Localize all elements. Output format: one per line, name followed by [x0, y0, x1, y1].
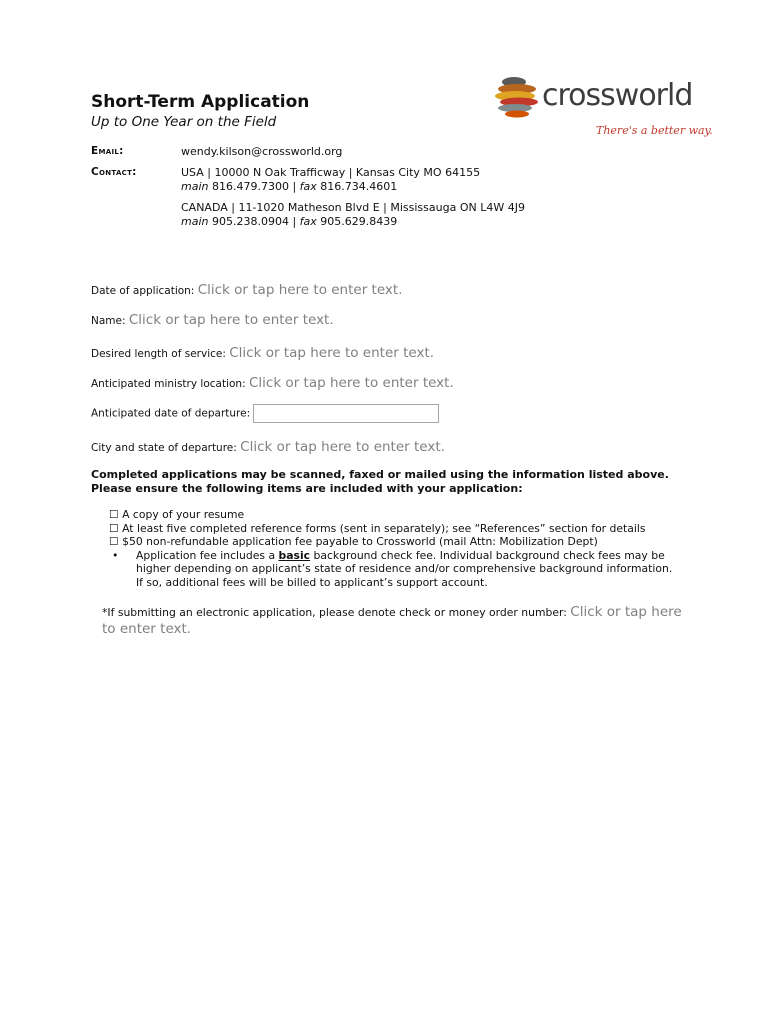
usa-address: USA | 10000 N Oak Trafficway | Kansas City MO 64155	[181, 166, 481, 179]
electronic-payment-note	[102, 604, 692, 638]
crossworld-logo	[492, 70, 713, 144]
date-of-application-label: Date of application:	[91, 285, 195, 297]
page-title: Short-Term Application	[91, 92, 310, 112]
field-length-of-service	[91, 345, 434, 361]
field-city-state	[91, 439, 445, 455]
ministry-location-label: Anticipated ministry location:	[91, 378, 246, 390]
canada-main-phone: 905.238.0904	[211, 215, 289, 228]
usa-phone-line: main 816.479.7300 | fax 816.734.4601	[181, 180, 398, 193]
page-subtitle: Up to One Year on the Field	[91, 114, 277, 130]
checklist-item-references[interactable]: ☐ At least five completed reference forms (sent in separately); see “References” section for details	[109, 521, 646, 535]
logo-wordmark: crossworld	[542, 78, 693, 113]
usa-fax: 816.734.4601	[320, 180, 398, 193]
name-label: Name:	[91, 315, 126, 327]
usa-fax-label: fax	[299, 180, 317, 193]
bullet-icon: •	[112, 548, 119, 562]
ministry-location-input[interactable]: Click or tap here to enter text.	[248, 375, 454, 391]
fee-bullet-post: background check fee. Individual background check fees may be higher depending on applicant’s state of residence and/or comprehensive background information. If so, additional fees will be billed to applicant’s support account.	[136, 548, 673, 589]
departure-date-input[interactable]	[253, 404, 439, 423]
departure-date-label: Anticipated date of departure:	[91, 407, 251, 420]
canada-fax: 905.629.8439	[320, 215, 398, 228]
length-of-service-input[interactable]: Click or tap here to enter text.	[229, 345, 435, 361]
usa-main-phone: 816.479.7300	[211, 180, 289, 193]
checklist-item-fee[interactable]: ☐ $50 non-refundable application fee payable to Crossworld (mail Attn: Mobilization Dept)	[109, 535, 598, 548]
city-state-label: City and state of departure:	[91, 442, 237, 454]
canada-phone-line: main 905.238.0904 | fax 905.629.8439	[181, 215, 398, 228]
checklist-item-resume[interactable]: ☐ A copy of your resume	[109, 508, 245, 521]
name-input[interactable]: Click or tap here to enter text.	[128, 312, 334, 328]
field-date-of-application	[91, 282, 402, 298]
usa-main-label: main	[181, 180, 209, 193]
required-items-list	[109, 508, 699, 589]
email-label: Email:	[91, 145, 124, 157]
field-departure-date	[91, 404, 439, 423]
length-of-service-label: Desired length of service:	[91, 348, 226, 360]
fee-bullet-pre: Application fee includes a	[136, 548, 276, 562]
logo-tagline: There's a better way.	[596, 124, 713, 137]
canada-contact	[181, 201, 525, 229]
electronic-payment-label: *If submitting an electronic application, please denote check or money order number:	[102, 606, 567, 619]
email-value: wendy.kilson@crossworld.org	[181, 145, 343, 158]
field-name	[91, 312, 334, 328]
canada-address: CANADA | 11-1020 Matheson Blvd E | Mississauga ON L4W 4J9	[181, 201, 525, 214]
canada-main-label: main	[181, 215, 209, 228]
contact-label: Contact:	[91, 166, 137, 178]
fee-bullet	[109, 549, 681, 590]
fee-bullet-emphasis: basic	[278, 548, 311, 562]
field-ministry-location	[91, 375, 454, 391]
canada-fax-label: fax	[299, 215, 317, 228]
submission-notice: Completed applications may be scanned, faxed or mailed using the information listed above. Please ensure the following items are included with your application:	[91, 468, 669, 495]
usa-contact	[181, 166, 480, 194]
check-number-input[interactable]: Click or tap here to enter text.	[102, 604, 682, 637]
date-of-application-input[interactable]: Click or tap here to enter text.	[197, 282, 403, 298]
city-state-input[interactable]: Click or tap here to enter text.	[240, 439, 445, 455]
